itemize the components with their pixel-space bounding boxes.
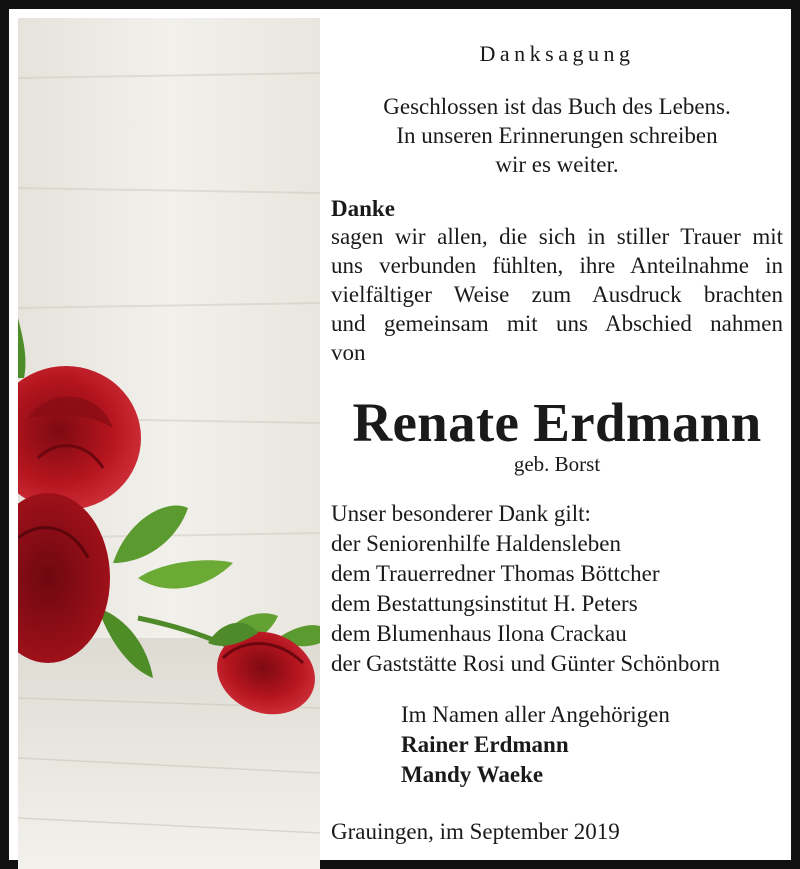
thanks-text-line: uns verbunden fühlten, ihre Anteilnahme in <box>331 253 783 278</box>
poem-line: wir es weiter. <box>495 152 619 177</box>
thanks-text-line: und gemeinsam mit uns Abschied nahmen <box>331 311 783 336</box>
notice-text <box>331 18 783 869</box>
notice-heading: Danksagung <box>479 41 635 66</box>
special-thanks-item: dem Blumenhaus Ilona Crackau <box>331 621 627 646</box>
rose-photo <box>18 18 320 869</box>
thanks-word: Danke <box>331 196 395 221</box>
thanks-text-line: vielfältiger Weise zum Ausdruck brachten <box>331 282 783 307</box>
birth-name: geb. Borst <box>513 452 601 476</box>
special-thanks-item: dem Trauerredner Thomas Böttcher <box>331 561 660 586</box>
special-thanks-item: der Gaststätte Rosi und Günter Schönborn <box>331 651 721 676</box>
poem-line: Geschlossen ist das Buch des Lebens. <box>383 94 731 119</box>
special-thanks-item: dem Bestattungsinstitut H. Peters <box>331 591 638 616</box>
thanks-text-line: von <box>331 340 366 365</box>
special-thanks-title: Unser besonderer Dank gilt: <box>331 501 591 526</box>
poem-line: In unseren Erinnerungen schreiben <box>396 123 718 148</box>
signoff: Im Namen aller Angehörigen <box>401 702 670 727</box>
place-date: Grauingen, im September 2019 <box>331 819 620 844</box>
thanks-text-line: sagen wir allen, die sich in stiller Trauer mit <box>331 224 783 249</box>
signatory: Rainer Erdmann <box>401 732 569 757</box>
special-thanks-item: der Seniorenhilfe Haldensleben <box>331 531 621 556</box>
roses-illustration <box>18 18 320 869</box>
deceased-name: Renate Erdmann <box>352 392 762 453</box>
signatory: Mandy Waeke <box>401 762 544 787</box>
